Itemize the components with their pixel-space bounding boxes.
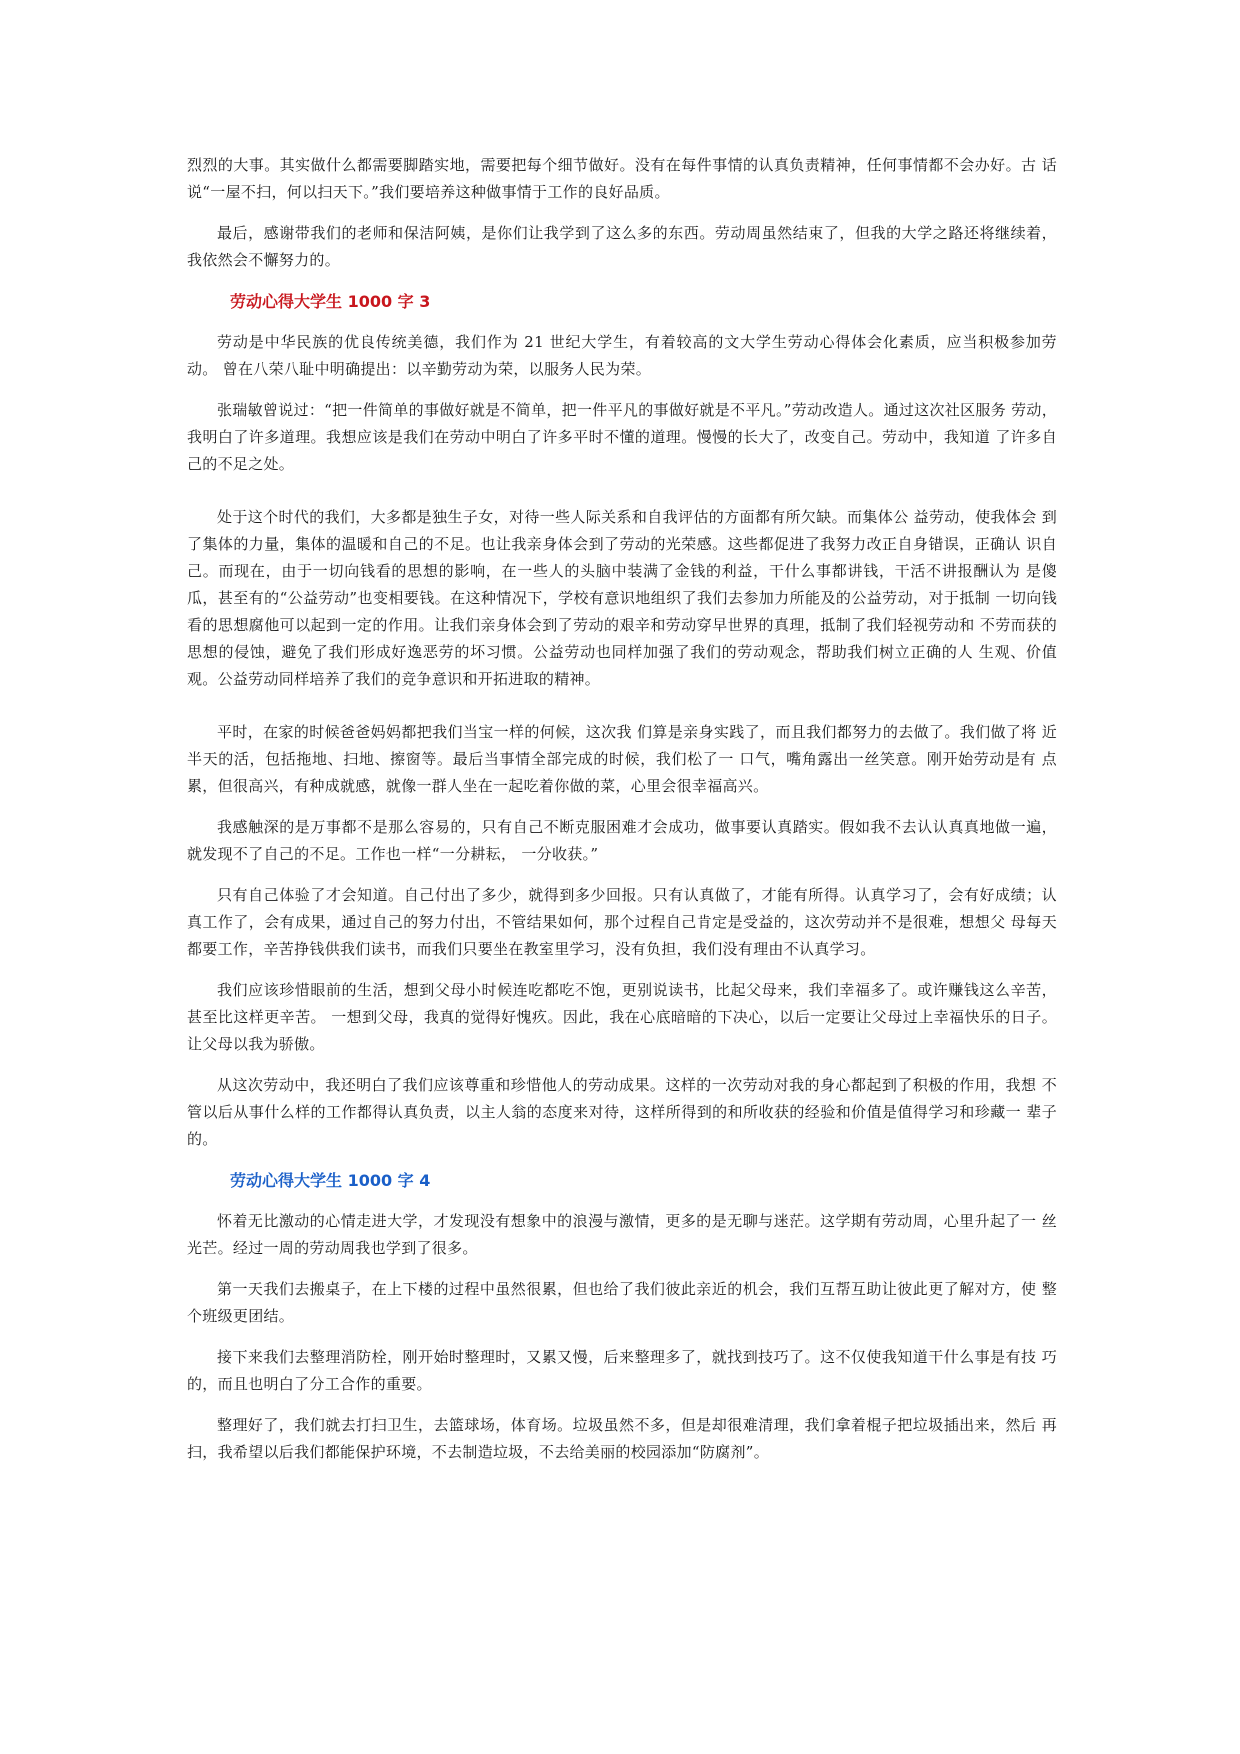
paragraph: 从这次劳动中，我还明白了我们应该尊重和珍惜他人的劳动成果。这样的一次劳动对我的身心都起到了积极的作用，我想 不管以后从事什么样的工作都得认真负责，以主人翁的态度来对待，这样所得到的和所收获的经验和价值是值得学习和珍藏一 辈子的。 xyxy=(187,1076,1057,1148)
paragraph: 最后，感谢带我们的老师和保洁阿姨，是你们让我学到了这么多的东西。劳动周虽然结束了，但我的大学之路还将继续着， 我依然会不懈努力的。 xyxy=(187,224,1057,269)
paragraph: 烈烈的大事。其实做什么都需要脚踏实地，需要把每个细节做好。没有在每件事情的认真负责精神，任何事情都不会办好。古 话说“一屋不扫，何以扫天下。”我们要培养这种做事情于工作的良好品质。 xyxy=(187,156,1057,201)
paragraph: 整理好了，我们就去打扫卫生，去篮球场，体育场。垃圾虽然不多，但是却很难清理，我们拿着棍子把垃圾插出来，然后 再扫，我希望以后我们都能保护环境，不去制造垃圾，不去给美丽的校园添加“防腐剂”。 xyxy=(187,1416,1057,1461)
section-heading-3: 劳动心得大学生 1000 字 3 xyxy=(230,292,431,311)
document-body xyxy=(187,152,1057,1480)
paragraph: 处于这个时代的我们，大多都是独生子女，对待一些人际关系和自我评估的方面都有所欠缺。而集体公 益劳动，使我体会 到了集体的力量，集体的温暖和自己的不足。也让我亲身体会到了劳动的光荣感。这些都促进了我努力改正自身错误，正确认 识自己。而现在，由于一切向钱看的思想的影响，在一些人的头脑中装满了金钱的利益，干什么事都讲钱，干活不讲报酬认为 是傻瓜，甚至有的“公益劳动”也变相要钱。在这种情况下，学校有意识地组织了我们去参加力所能及的公益劳动，对于抵制 一切向钱看的思想腐他可以起到一定的作用。让我们亲身体会到了劳动的艰辛和劳动穿早世界的真理，抵制了我们轻视劳动和 不劳而获的思想的侵蚀，避免了我们形成好逸恶劳的坏习惯。公益劳动也同样加强了我们的劳动观念，帮助我们树立正确的人 生观、价值观。公益劳动同样培养了我们的竞争意识和开拓进取的精神。 xyxy=(187,508,1057,688)
section-heading-4: 劳动心得大学生 1000 字 4 xyxy=(230,1171,431,1190)
paragraph: 怀着无比激动的心情走进大学，才发现没有想象中的浪漫与激情，更多的是无聊与迷茫。这学期有劳动周，心里升起了一 丝光芒。经过一周的劳动周我也学到了很多。 xyxy=(187,1212,1057,1257)
paragraph: 我们应该珍惜眼前的生活，想到父母小时候连吃都吃不饱，更别说读书，比起父母来，我们幸福多了。或许赚钱这么辛苦， 甚至比这样更辛苦。 一想到父母，我真的觉得好愧疚。因此，我在心底暗暗的下决心，以后一定要让父母过上幸福快乐的日子。 让父母以我为骄傲。 xyxy=(187,981,1057,1053)
paragraph: 第一天我们去搬桌子，在上下楼的过程中虽然很累，但也给了我们彼此亲近的机会，我们互帮互助让彼此更了解对方，使 整个班级更团结。 xyxy=(187,1280,1057,1325)
paragraph: 我感触深的是万事都不是那么容易的，只有自己不断克服困难才会成功，做事要认真踏实。假如我不去认认真真地做一遍， 就发现不了自己的不足。工作也一样“一分耕耘， 一分收获。” xyxy=(187,818,1057,863)
paragraph: 张瑞敏曾说过：“把一件简单的事做好就是不简单，把一件平凡的事做好就是不平凡。”劳动改造人。通过这次社区服务 劳动，我明白了许多道理。我想应该是我们在劳动中明白了许多平时不懂的道理。慢慢的长大了，改变自己。劳动中，我知道 了许多自己的不足之处。 xyxy=(187,401,1057,473)
paragraph: 劳动是中华民族的优良传统美德，我们作为 21 世纪大学生，有着较高的文大学生劳动心得体会化素质，应当积极参加劳 动。 曾在八荣八耻中明确提出：以辛勤劳动为荣，以服务人民为荣。 xyxy=(187,333,1057,378)
paragraph: 只有自己体验了才会知道。自己付出了多少，就得到多少回报。只有认真做了，才能有所得。认真学习了，会有好成绩；认真工作了，会有成果，通过自己的努力付出，不管结果如何，那个过程自己肯定是受益的，这次劳动并不是很难，想想父 母每天都要工作，辛苦挣钱供我们读书，而我们只要坐在教室里学习，没有负担，我们没有理由不认真学习。 xyxy=(187,886,1057,958)
paragraph: 平时，在家的时候爸爸妈妈都把我们当宝一样的何候，这次我 们算是亲身实践了，而且我们都努力的去做了。我们做了将 近半天的活，包括拖地、扫地、擦窗等。最后当事情全部完成的时候，我们松了一 口气，嘴角露出一丝笑意。刚开始劳动是有 点累，但很高兴，有种成就感，就像一群人坐在一起吃着你做的菜，心里会很幸福高兴。 xyxy=(187,723,1057,795)
paragraph: 接下来我们去整理消防栓，刚开始时整理时，又累又慢，后来整理多了，就找到技巧了。这不仅使我知道干什么事是有技 巧的，而且也明白了分工合作的重要。 xyxy=(187,1348,1057,1393)
